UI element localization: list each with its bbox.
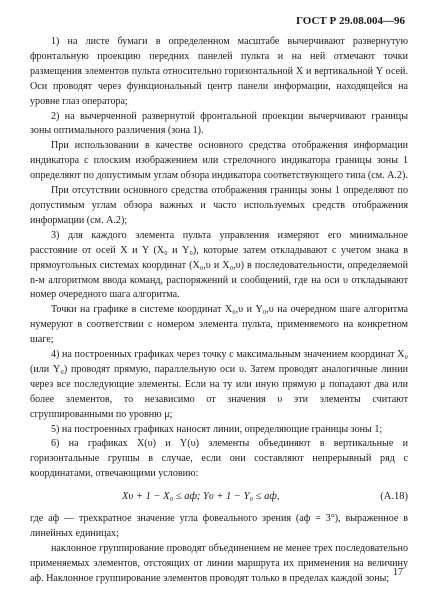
paragraph: 3) для каждого элемента пульта управления измеряют его минимальное расстояние от осей X и Y (X₀ и Y₀), которые затем откладывают с учетом знака в прямоугольных системах координат (X₀,υ и X₀,υ) в последовательности, определяемой n-м алгоритмом ввода команд, распоряжений и сообщений, где на оси υ откладывают номер очередного шага алгоритма. — [30, 229, 408, 301]
paragraph: При отсутствии основного средства отображения границы зоны 1 определяют по допустимым углам обзора важных и часто используемых средств отображения информации (см. А.2); — [30, 185, 408, 226]
paragraph: 6) на графиках X(υ) и Y(υ) элементы объединяют в вертикальные и горизонтальные группы в случае, если они составляют непрерывный ряд с координатами, отвечающими условию: — [30, 438, 408, 480]
paragraph: наклонное группирование проводят объединением не менее трех последовательно применяемых элементов, отстоящих от линии маршрута их применения на величину aф. Наклонное группирование элементов проводят только в пределах каждой зоны; — [30, 543, 408, 584]
paragraph: 1) на листе бумаги в определенном масштабе вычерчивают развернутую фронтальную проекцию передних панелей пульта и на ней отмечают точки размещения элементов пульта относительно горизонтальной X и вертикальной Y осей. Оси проводят через функциональный центр панели информации, находящейся на уровне глаз оператора; — [30, 36, 408, 107]
paragraph: 2) на вычерченной развернутой фронтальной проекции вычерчивают границы зоны оптимального различения (зона 1). — [30, 110, 408, 137]
body-text — [30, 35, 408, 587]
formula-number: (A.18) — [380, 491, 408, 503]
paragraph: 5) на построенных графиках наносят линии, определяющие границы зоны 1; — [51, 423, 383, 435]
paragraph: где aф — трехкратное значение угла фовеального зрения (aф = 3°), выраженное в линейных единицах; — [30, 513, 408, 540]
page-number: 17 — [393, 567, 403, 579]
paragraph: При использовании в качестве основного средства отображения информации индикатора с плоским изображением или стрелочного индикатора границы зоны 1 определяют по допустимым углам обзора индикатора соответствующего типа (см. А.2). — [30, 140, 408, 182]
paragraph: Точки на графике в системе координат X₀,υ и Y₀,υ на очередном шаге алгоритма нумеруют в соответствии с номером элемента пульта, применяемого на конкретном шаге; — [30, 304, 408, 346]
formula — [30, 484, 408, 510]
paragraph: 4) на построенных графиках через точку с максимальным значением координат X₀ (или Y₀) проводят прямую, параллельную оси υ. Затем проводят аналогичные линии через все последующие элементы. Если на ту или иную прямую μ попадают два или более элементов, то независимо от значения υ эти элементы считают сгруппированными по уровню μ; — [30, 349, 408, 420]
formula-expression: Xυ + 1 − X₀ ≤ aф; Yυ + 1 − Y₀ ≤ aф, — [122, 491, 280, 503]
standard-header: ГОСТ Р 29.08.004—96 — [296, 15, 405, 27]
